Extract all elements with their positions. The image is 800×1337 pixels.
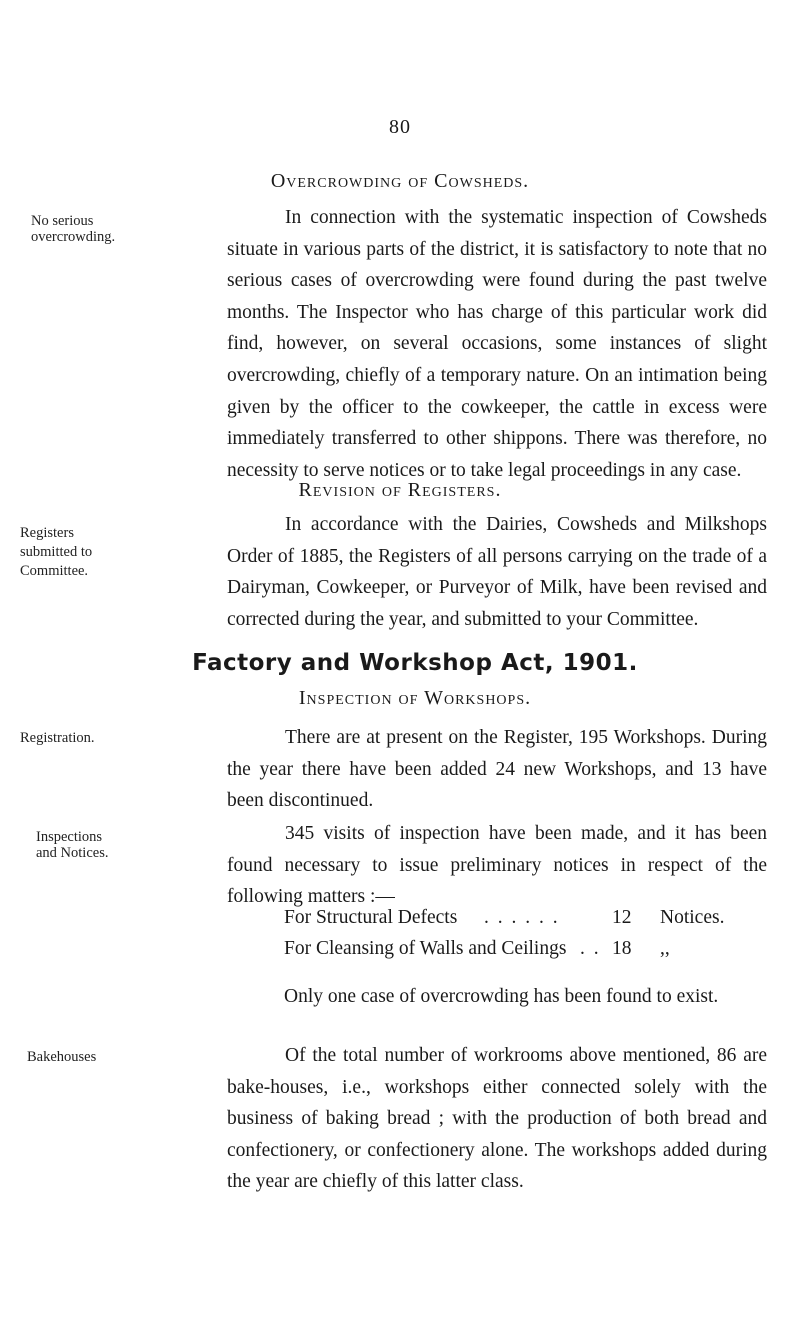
notice-label: For Cleansing of Walls and Ceilings [284, 938, 567, 959]
paragraph-overcrowding [227, 202, 767, 486]
margin-note-line: and Notices. [36, 845, 109, 861]
notice-unit: ,, [660, 938, 670, 959]
paragraph-text: 345 visits of inspection have been made, and it has been found necessary to issue preliminary notices in respect of the following matters :— [227, 823, 767, 908]
margin-note-inspections [36, 829, 108, 861]
notice-unit: Notices. [660, 907, 725, 928]
margin-note-bakehouses: Bakehouses [27, 1049, 97, 1065]
notice-count: 12 [612, 907, 632, 928]
paragraph-text: There are at present on the Register, 195 Workshops. During the year there have been added 24 new Workshops, and 13 have been discontinued. [227, 727, 767, 812]
margin-note-registration: Registration. [20, 730, 95, 746]
paragraph-text: In connection with the systematic inspection of Cowsheds situate in various parts of the district, it is satisfactory to note that no serious cases of overcrowding were found during the past twelve months. The Inspector who has charge of this particular work did find, however, on several occasions, some instances of slight overcrowding, chiefly of a temporary nature. On an intimation being given by the officer to the cowkeeper, the cattle in excess were immediately transferred to other shippons. There was therefore, no necessity to serve notices or to take legal proceedings in any case. [227, 207, 767, 481]
notice-count: 18 [612, 938, 632, 959]
paragraph-registers [227, 509, 767, 635]
overcrowding-note: Only one case of overcrowding has been found to exist. [284, 986, 719, 1007]
notice-label: For Structural Defects [284, 907, 458, 928]
margin-note-line: submitted to [20, 544, 93, 560]
notice-row-structural [284, 907, 784, 937]
section-heading-overcrowding: Overcrowding of Cowsheds. [270, 170, 530, 192]
margin-note-registers [20, 524, 92, 581]
margin-note-line: Registers [20, 525, 74, 541]
margin-note-line: No serious [31, 213, 94, 229]
leader-dots: . . [580, 938, 601, 959]
leader-dots: . . . . . . [484, 907, 560, 928]
paragraph-text: In accordance with the Dairies, Cowsheds and Milkshops Order of 1885, the Registers of all persons carrying on the trade of a Dairyman, Cowkeeper, or Purveyor of Milk, have been revised and corrected during the year, and submitted to your Committee. [227, 514, 767, 630]
margin-note-line: overcrowding. [31, 229, 116, 245]
page-number: 80 [389, 116, 411, 138]
margin-note-line: Inspections [36, 829, 103, 845]
section-heading-factory-act: Factory and Workshop Act, 1901. [192, 650, 638, 676]
notice-row-cleansing [284, 938, 784, 968]
paragraph-bakehouses [227, 1040, 767, 1198]
paragraph-inspections [227, 818, 767, 913]
paragraph-registration [227, 722, 767, 817]
margin-note-no-serious [31, 213, 115, 245]
section-heading-registers: Revision of Registers. [298, 479, 502, 501]
paragraph-text: Of the total number of workrooms above mentioned, 86 are bake-houses, i.e., workshops either connected solely with the business of baking bread ; with the production of both bread and confectionery, or confectionery alone. The workshops added during the year are chiefly of this latter class. [227, 1045, 767, 1193]
section-subheading-inspection: Inspection of Workshops. [298, 687, 532, 709]
margin-note-line: Committee. [20, 563, 89, 579]
